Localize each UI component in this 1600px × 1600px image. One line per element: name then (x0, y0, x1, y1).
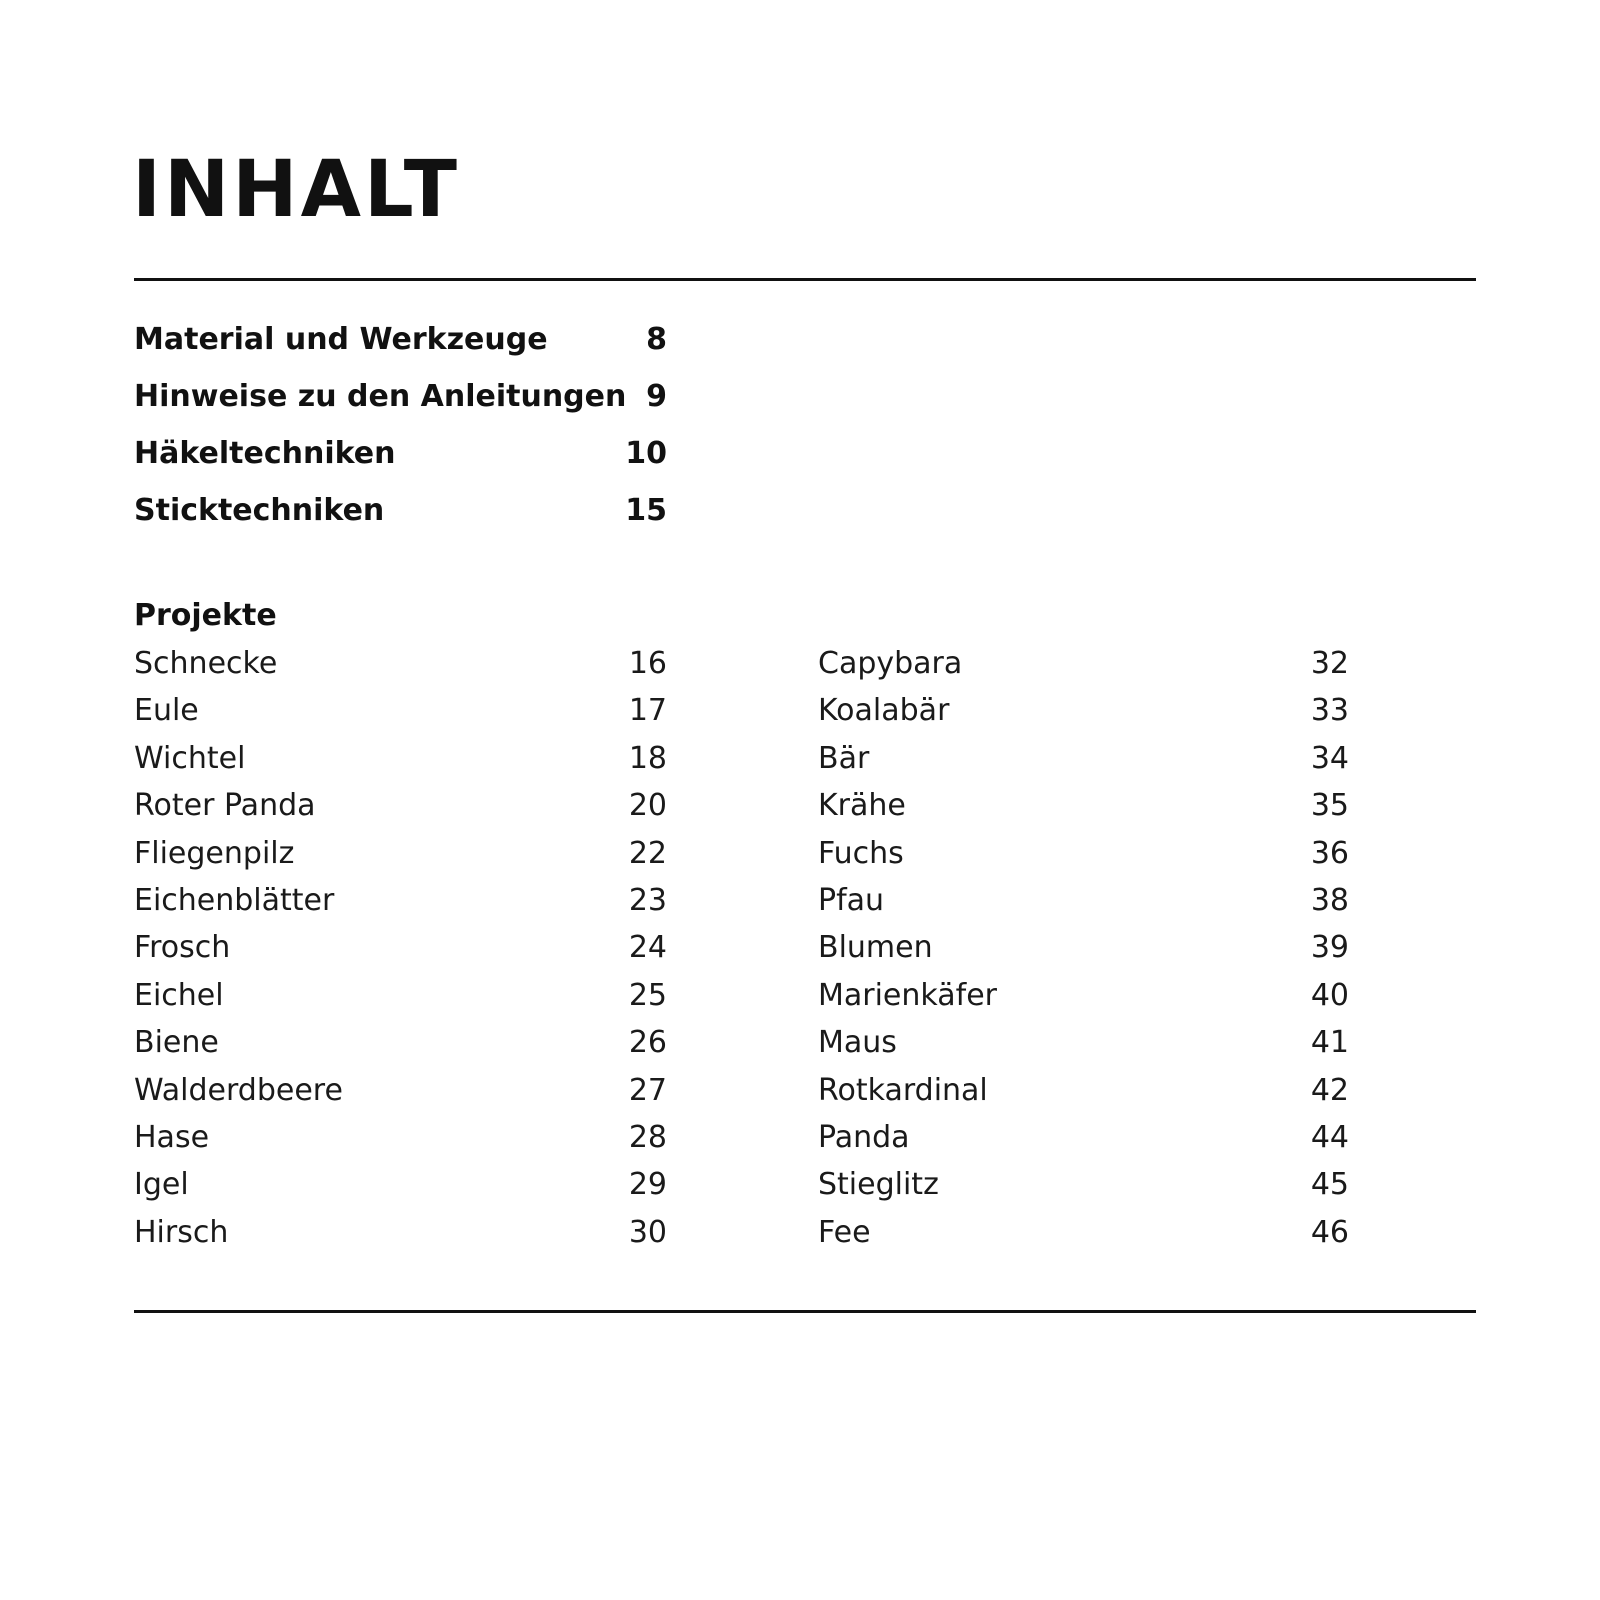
project-entry[interactable] (134, 1067, 667, 1114)
project-label: Fee (818, 1214, 871, 1250)
project-page: 45 (1310, 1167, 1349, 1203)
projects-heading: Projekte (134, 598, 277, 633)
project-label: Roter Panda (134, 788, 316, 824)
project-entry[interactable] (134, 735, 667, 782)
project-label: Capybara (818, 646, 963, 681)
project-label: Igel (134, 1167, 189, 1203)
toc-entry-label: Material und Werkzeuge (134, 322, 548, 357)
project-page: 25 (628, 977, 667, 1013)
projects-right-column (818, 640, 1349, 1256)
project-entry[interactable] (818, 782, 1349, 829)
project-label: Stieglitz (818, 1167, 939, 1203)
toc-entry-page: 8 (646, 322, 667, 357)
page-title: INHALT (132, 145, 460, 235)
project-page: 22 (628, 835, 667, 871)
project-label: Hase (134, 1119, 210, 1155)
project-entry[interactable] (134, 830, 667, 877)
project-page: 40 (1310, 977, 1349, 1013)
project-label: Hirsch (134, 1214, 229, 1250)
main-contents-list (134, 316, 667, 544)
projects-left-column (134, 640, 667, 1256)
project-label: Eichenblätter (134, 882, 335, 918)
project-page: 24 (628, 930, 667, 966)
project-entry[interactable] (818, 972, 1349, 1019)
toc-entry[interactable] (134, 487, 667, 544)
project-page: 33 (1310, 693, 1349, 729)
project-label: Pfau (818, 882, 885, 918)
project-entry[interactable] (818, 687, 1349, 734)
project-entry[interactable] (134, 1161, 667, 1208)
project-entry[interactable] (134, 924, 667, 971)
bottom-divider (134, 1310, 1476, 1313)
toc-entry[interactable] (134, 373, 667, 430)
project-entry[interactable] (134, 687, 667, 734)
project-label: Koalabär (818, 693, 950, 729)
project-label: Eule (134, 693, 199, 729)
project-entry[interactable] (818, 1209, 1349, 1256)
project-page: 30 (628, 1214, 667, 1250)
project-page: 18 (628, 740, 667, 776)
project-label: Frosch (134, 930, 231, 966)
project-entry[interactable] (134, 1209, 667, 1256)
project-entry[interactable] (134, 1114, 667, 1161)
top-divider (134, 278, 1476, 281)
toc-entry[interactable] (134, 430, 667, 487)
project-label: Biene (134, 1025, 219, 1061)
toc-entry-label: Häkeltechniken (134, 436, 396, 471)
project-page: 35 (1310, 788, 1349, 824)
project-entry[interactable] (818, 877, 1349, 924)
toc-entry-label: Sticktechniken (134, 493, 385, 528)
project-label: Eichel (134, 977, 224, 1013)
project-label: Maus (818, 1025, 897, 1061)
project-entry[interactable] (818, 735, 1349, 782)
project-page: 16 (628, 646, 667, 681)
project-label: Schnecke (134, 646, 278, 681)
project-entry[interactable] (818, 1019, 1349, 1066)
project-label: Fuchs (818, 835, 904, 871)
project-entry[interactable] (134, 782, 667, 829)
toc-entry-page: 15 (625, 493, 667, 528)
project-entry[interactable] (818, 830, 1349, 877)
toc-entry-page: 10 (625, 436, 667, 471)
project-page: 34 (1310, 740, 1349, 776)
project-entry[interactable] (134, 1019, 667, 1066)
project-label: Fliegenpilz (134, 835, 295, 871)
project-page: 27 (628, 1072, 667, 1108)
project-page: 28 (628, 1119, 667, 1155)
project-entry[interactable] (818, 640, 1349, 687)
project-page: 29 (628, 1167, 667, 1203)
project-page: 36 (1310, 835, 1349, 871)
project-label: Wichtel (134, 740, 246, 776)
project-page: 39 (1310, 930, 1349, 966)
project-entry[interactable] (818, 1161, 1349, 1208)
project-entry[interactable] (818, 1067, 1349, 1114)
project-page: 46 (1310, 1214, 1349, 1250)
project-label: Blumen (818, 930, 933, 966)
project-page: 17 (628, 693, 667, 729)
project-page: 42 (1310, 1072, 1349, 1108)
project-page: 32 (1310, 646, 1349, 681)
project-label: Krähe (818, 788, 906, 824)
project-page: 38 (1310, 882, 1349, 918)
project-label: Walderdbeere (134, 1072, 343, 1108)
project-entry[interactable] (818, 1114, 1349, 1161)
toc-entry[interactable] (134, 316, 667, 373)
project-page: 26 (628, 1025, 667, 1061)
project-label: Marienkäfer (818, 977, 997, 1013)
project-page: 23 (628, 882, 667, 918)
project-entry[interactable] (134, 972, 667, 1019)
toc-entry-page: 9 (646, 379, 667, 414)
project-label: Rotkardinal (818, 1072, 988, 1108)
project-entry[interactable] (818, 924, 1349, 971)
project-entry[interactable] (134, 640, 667, 687)
toc-entry-label: Hinweise zu den Anleitungen (134, 379, 627, 414)
project-page: 20 (628, 788, 667, 824)
project-label: Panda (818, 1119, 910, 1155)
project-label: Bär (818, 740, 870, 776)
project-page: 41 (1310, 1025, 1349, 1061)
project-entry[interactable] (134, 877, 667, 924)
project-page: 44 (1310, 1119, 1349, 1155)
